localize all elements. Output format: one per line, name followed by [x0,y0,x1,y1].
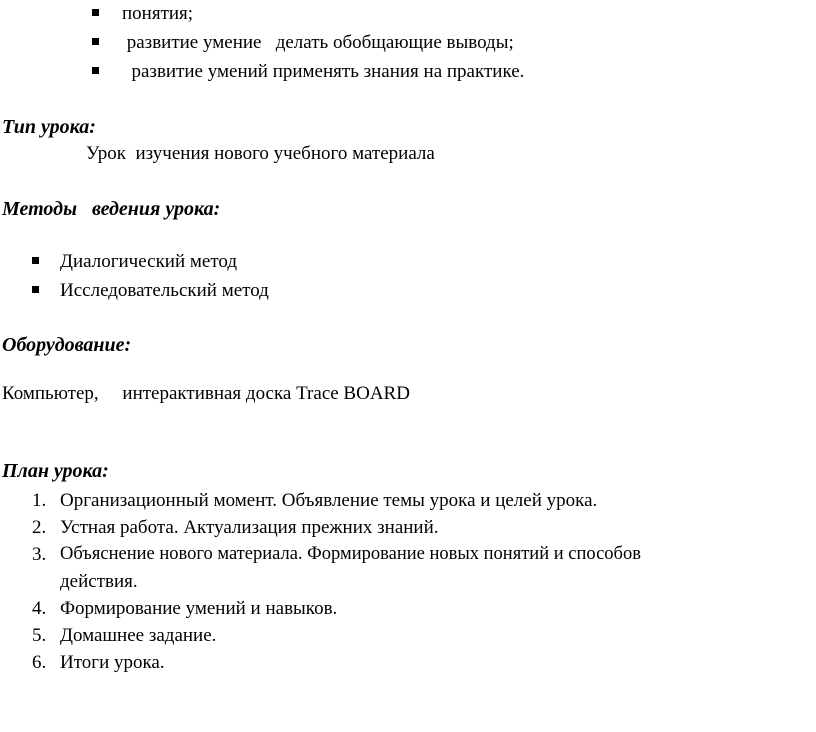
list-item: Диалогический метод [60,251,238,272]
plan-heading: План урока: [2,460,109,482]
bullet-icon [92,38,99,45]
list-number: 1. [32,490,47,511]
list-item: Организационный момент. Объявление темы урока и целей урока. [60,490,598,511]
bullet-icon [92,67,99,74]
list-item: Итоги урока. [60,652,165,673]
lesson-type-text: Урок изучения нового учебного материала [86,143,435,164]
list-item: Устная работа. Актуализация прежних знаний. [60,517,439,538]
equipment-heading: Оборудование: [2,334,132,356]
list-number: 2. [32,517,47,538]
list-number: 6. [32,652,47,673]
list-item: развитие умений применять знания на практике. [122,61,525,82]
methods-heading: Методы ведения урока: [2,198,221,220]
bullet-icon [32,286,39,293]
list-number: 4. [32,598,47,619]
list-item: понятия; [122,3,194,24]
list-item-continuation: действия. [60,571,138,592]
bullet-icon [32,257,39,264]
list-item: Домашнее задание. [60,625,217,646]
list-item: Формирование умений и навыков. [60,598,338,619]
list-number: 3. [32,544,47,565]
list-item: Исследовательский метод [60,280,269,301]
equipment-text: Компьютер, интерактивная доска Trace BOARD [2,383,410,404]
bullet-icon [92,9,99,16]
list-item: Объяснение нового материала. Формирование новых понятий и способов [60,544,641,564]
list-item: развитие умение делать обобщающие выводы; [122,32,514,53]
lesson-type-heading: Тип урока: [2,116,96,138]
list-number: 5. [32,625,47,646]
